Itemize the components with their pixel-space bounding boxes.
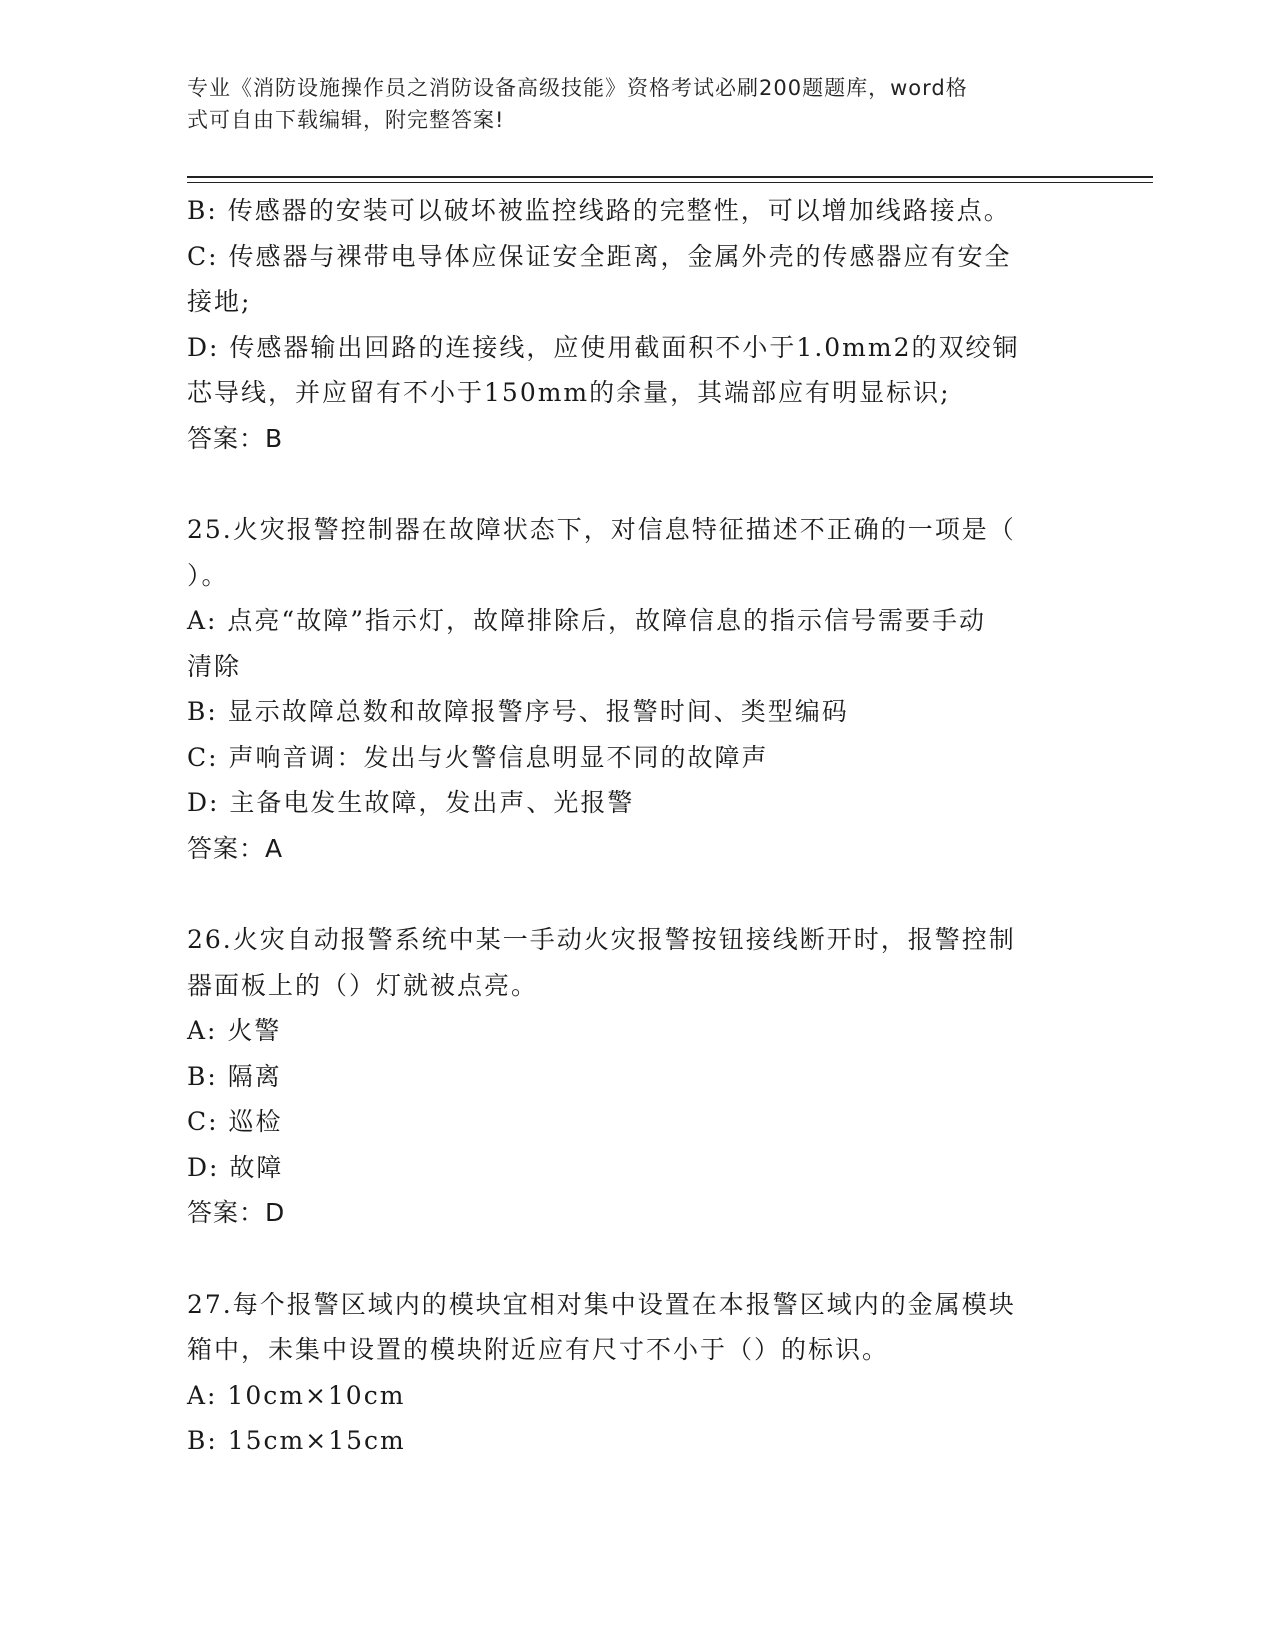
header-line-1: 专业《消防设施操作员之消防设备高级技能》资格考试必刷200题题库，word格	[187, 76, 968, 100]
option-c: C: 巡检	[187, 1107, 283, 1136]
option-a: A: 10cm×10cm	[187, 1380, 406, 1410]
question-stem: 26.火灾自动报警系统中某一手动火灾报警按钮接线断开时，报警控制	[187, 925, 1016, 954]
option-b: B: 隔离	[187, 1061, 282, 1091]
option-c: C: 传感器与裸带电导体应保证安全距离，金属外壳的传感器应有安全	[187, 241, 1012, 271]
option-d: D: 主备电发生故障，发出声、光报警	[187, 788, 635, 817]
option-d: D: 传感器输出回路的连接线，应使用截面积不小于1.0mm2的双绞铜	[187, 332, 1020, 362]
spacer	[187, 871, 1067, 917]
prev-question-block	[187, 188, 1067, 461]
spacer	[187, 1236, 1067, 1282]
header-divider-thick	[187, 176, 1153, 178]
question-stem: 27.每个报警区域内的模块宜相对集中设置在本报警区域内的金属模块	[187, 1289, 1016, 1319]
option-a-continued: 清除	[187, 651, 242, 681]
header-line-2: 式可自由下载编辑，附完整答案!	[187, 108, 505, 132]
option-a: A: 火警	[187, 1016, 282, 1045]
answer: 答案：D	[187, 1198, 286, 1227]
question-stem: 25.火灾报警控制器在故障状态下，对信息特征描述不正确的一项是（	[187, 515, 1016, 544]
question-stem-continued: ）。	[187, 560, 229, 590]
option-b: B: 显示故障总数和故障报警序号、报警时间、类型编码	[187, 697, 849, 726]
answer: 答案：B	[187, 423, 284, 453]
option-a: A: 点亮“故障”指示灯，故障排除后，故障信息的指示信号需要手动	[187, 606, 986, 635]
document-body	[187, 188, 1067, 1464]
question-25	[187, 507, 1067, 871]
header-divider-thin	[187, 182, 1153, 183]
option-c-continued: 接地;	[187, 287, 252, 316]
page-header	[187, 72, 1067, 136]
option-d-continued: 芯导线，并应留有不小于150mm的余量，其端部应有明显标识;	[187, 378, 951, 407]
option-b: B: 15cm×15cm	[187, 1426, 406, 1455]
option-b: B: 传感器的安装可以破坏被监控线路的完整性，可以增加线路接点。	[187, 196, 1011, 225]
question-27	[187, 1282, 1067, 1464]
option-d: D: 故障	[187, 1152, 284, 1182]
question-stem-continued: 器面板上的（）灯就被点亮。	[187, 970, 539, 1000]
spacer	[187, 461, 1067, 507]
answer: 答案：A	[187, 833, 284, 863]
question-stem-continued: 箱中，未集中设置的模块附近应有尺寸不小于（）的标识。	[187, 1335, 890, 1364]
question-26	[187, 917, 1067, 1236]
option-c: C: 声响音调：发出与火警信息明显不同的故障声	[187, 742, 769, 772]
